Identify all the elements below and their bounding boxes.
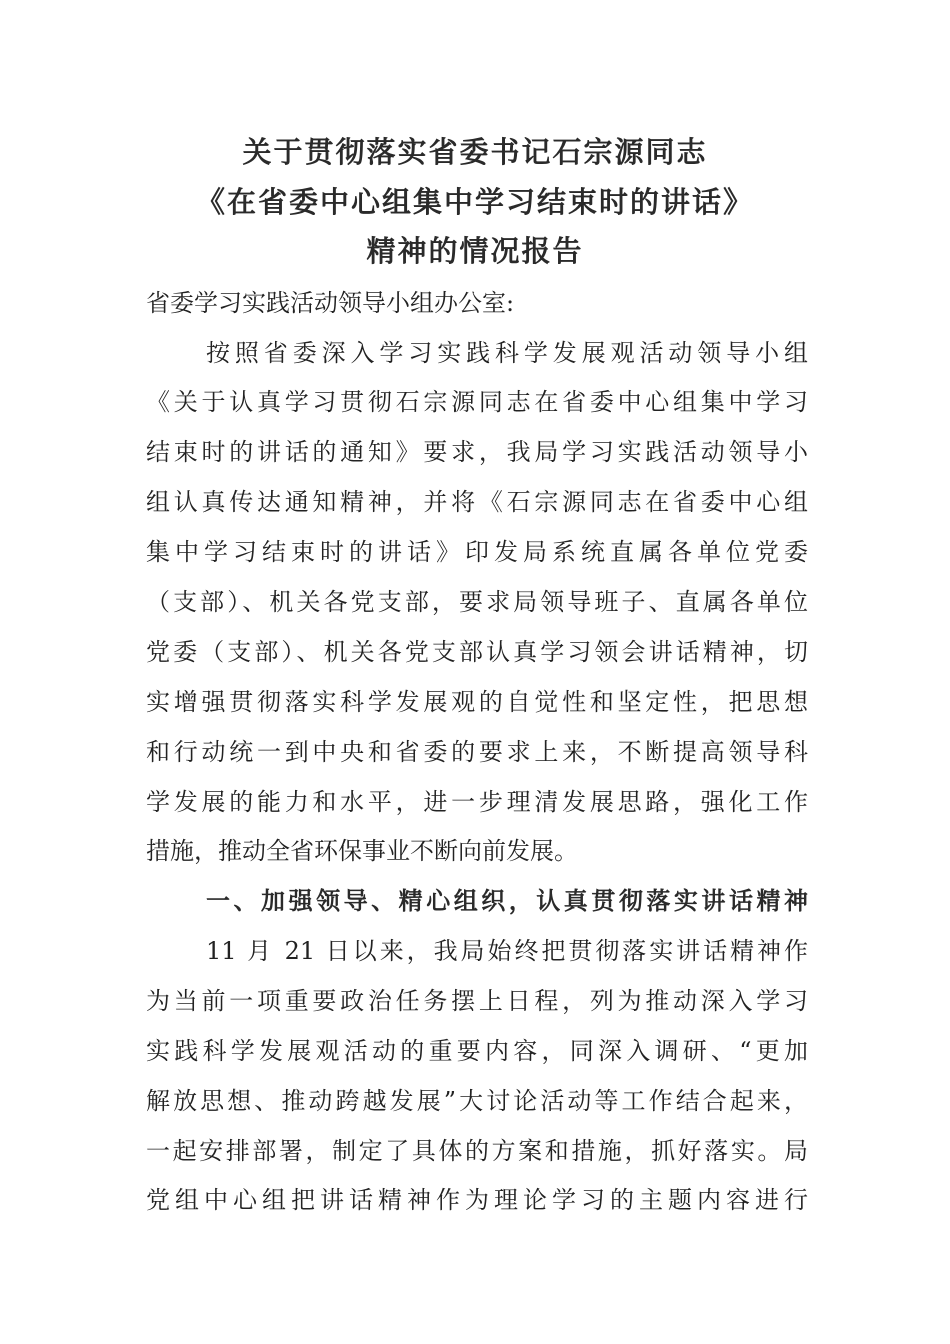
paragraph2-line: 一起安排部署，制定了具体的方案和措施，抓好落实。局 [146,1137,808,1165]
paragraph2-line: 解放思想、推动跨越发展”大讨论活动等工作结合起来， [146,1087,808,1115]
paragraph1-line: 集中学习结束时的讲话》印发局系统直属各单位党委 [146,538,808,566]
recipient-line: 省委学习实践活动领导小组办公室: [146,289,515,317]
paragraph1-line: 按照省委深入学习实践科学发展观活动领导小组 [206,339,808,367]
paragraph1-line: 学发展的能力和水平，进一步理清发展思路，强化工作 [146,788,808,816]
paragraph1-line: 措施，推动全省环保事业不断向前发展。 [146,837,578,865]
document-title-line-2: 《在省委中心组集中学习结束时的讲话》 [195,185,754,219]
paragraph2-line: 实践科学发展观活动的重要内容，同深入调研、“更加 [146,1037,808,1065]
paragraph2-line: 党组中心组把讲话精神作为理论学习的主题内容进行 [146,1186,808,1214]
paragraph1-line: 结束时的讲话的通知》要求，我局学习实践活动领导小 [146,438,808,466]
paragraph2-line: 为当前一项重要政治任务摆上日程，列为推动深入学习 [146,987,808,1015]
document-title-line-1: 关于贯彻落实省委书记石宗源同志 [242,135,708,169]
paragraph2-line: 11 月 21 日以来，我局始终把贯彻落实讲话精神作 [206,937,808,965]
paragraph1-line: 党委（支部）、机关各党支部认真学习领会讲话精神，切 [146,638,808,666]
section-heading: 一、加强领导、精心组织，认真贯彻落实讲话精神 [206,887,808,915]
paragraph1-line: （支部）、机关各党支部，要求局领导班子、直属各单位 [146,588,808,616]
paragraph1-line: 和行动统一到中央和省委的要求上来，不断提高领导科 [146,738,808,766]
paragraph1-line: 组认真传达通知精神，并将《石宗源同志在省委中心组 [146,488,808,516]
paragraph1-line: 实增强贯彻落实科学发展观的自觉性和坚定性，把思想 [146,688,808,716]
document-title-line-3: 精神的情况报告 [366,234,584,268]
paragraph1-line: 《关于认真学习贯彻石宗源同志在省委中心组集中学习 [146,388,808,416]
